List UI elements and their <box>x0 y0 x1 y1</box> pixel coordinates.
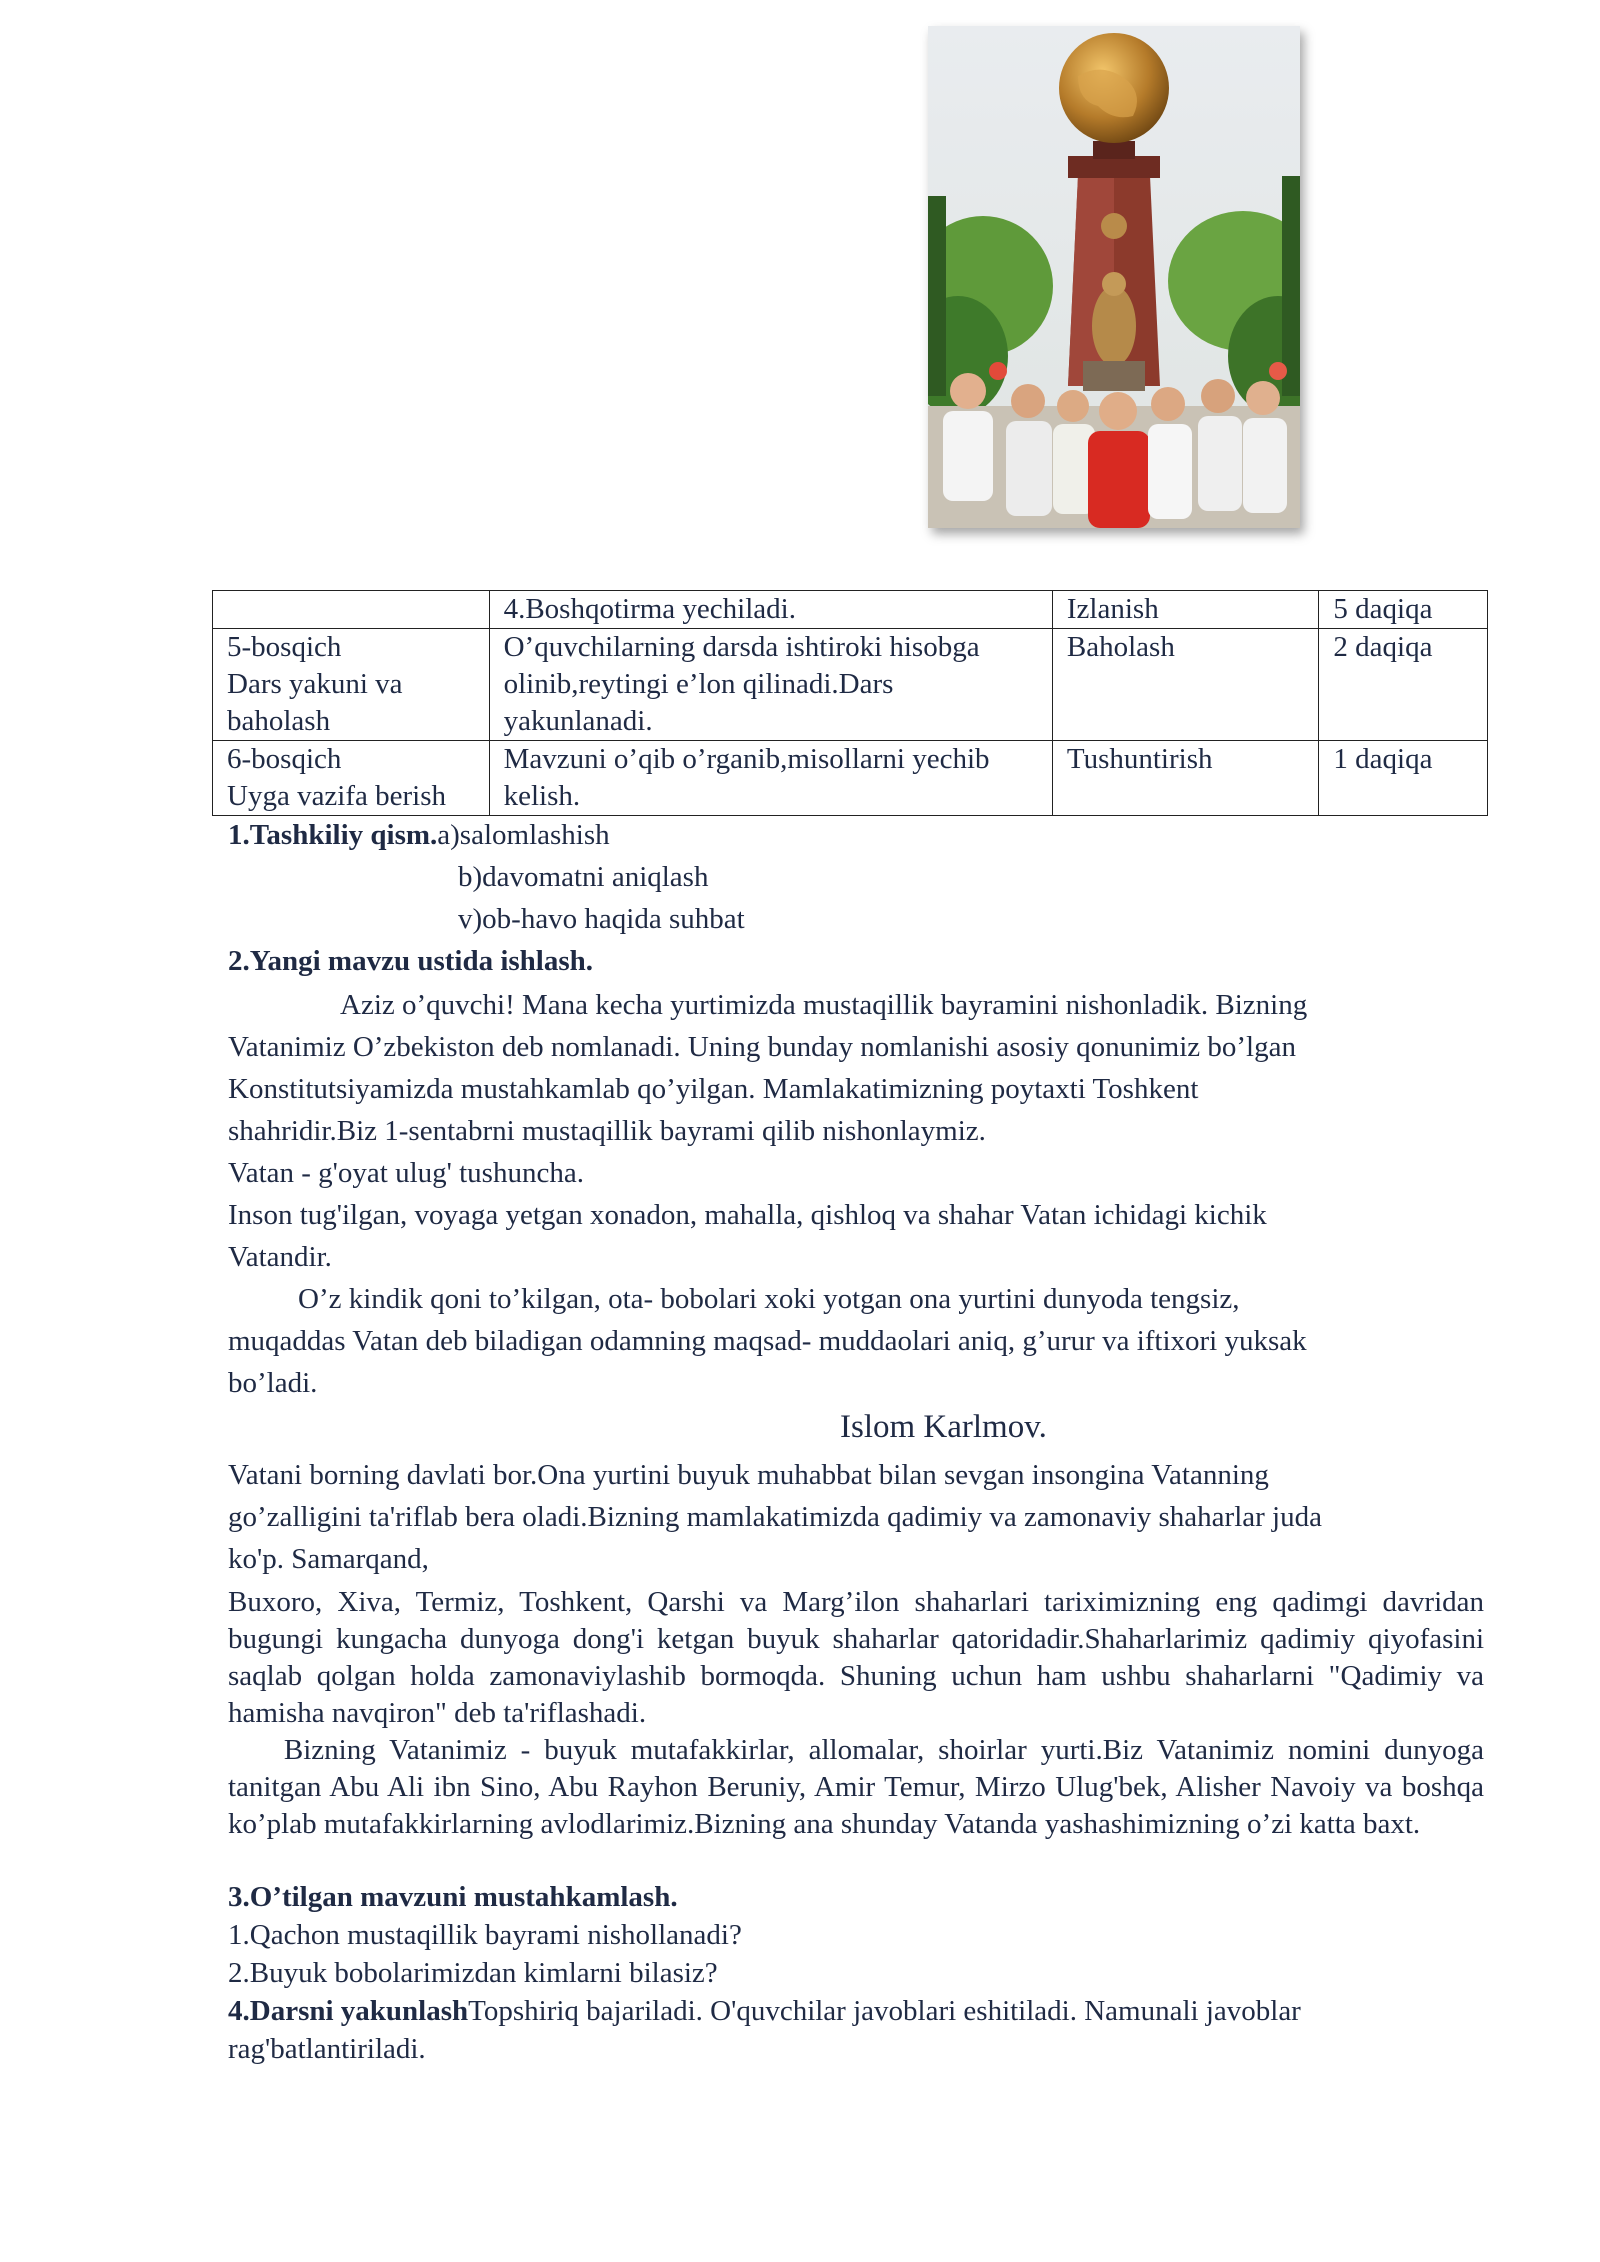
content-text: Mavzuni o’qib o’rganib,misollarni yechib <box>503 743 990 775</box>
time-cell: 2 daqiqa <box>1319 629 1488 741</box>
section-1-line <box>228 814 610 856</box>
time-cell: 5 daqiqa <box>1319 591 1488 629</box>
body-line: Vatan - g'oyat ulug' tushuncha. <box>228 1157 584 1189</box>
body-line: Vatani borning davlati bor.Ona yurtini buyuk muhabbat bilan sevgan insongina Vatanning <box>228 1459 1269 1491</box>
content-cell <box>489 741 1052 816</box>
body-line: Konstitutsiyamizda mustahkamlab qo’yilgan. Mamlakatimizning poytaxti Toshkent <box>228 1073 1199 1105</box>
content-cell <box>489 629 1052 741</box>
content-text: kelish. <box>503 780 581 812</box>
content-text: olinib,reytingi e’lon qilinadi.Dars <box>503 668 894 700</box>
table-row <box>213 591 1488 629</box>
quote-author: Islom Karlmov. <box>840 1409 1047 1445</box>
method-cell: Izlanish <box>1052 591 1319 629</box>
question-1: 1.Qachon mustaqillik bayrami nishollanadi? <box>228 1919 742 1951</box>
body-line: ko'p. Samarqand, <box>228 1543 429 1575</box>
weather-item: v)ob-havo haqida suhbat <box>458 903 745 935</box>
section-4-line <box>228 1990 1301 2032</box>
body-line: shahridir.Biz 1-sentabrni mustaqillik bayrami qilib nishonlaymiz. <box>228 1115 986 1147</box>
content-text: 4.Boshqotirma yechiladi. <box>503 593 796 625</box>
body-line: go’zalligini ta'riflab bera oladi.Bizning mamlakatimizda qadimiy va zamonaviy shaharlar juda <box>228 1501 1322 1533</box>
stage-text: Dars yakuni va <box>227 668 403 700</box>
method-cell: Tushuntirish <box>1052 741 1319 816</box>
stage-text: 5-bosqich <box>227 631 342 663</box>
stage-text: baholash <box>227 705 331 737</box>
section-4-text-cont: rag'batlantiriladi. <box>228 2033 426 2065</box>
content-text: O’quvchilarning darsda ishtiroki hisobga <box>503 631 980 663</box>
attendance-item: b)davomatni aniqlash <box>458 861 709 893</box>
lesson-plan-table <box>212 590 1488 816</box>
stage-cell <box>213 591 490 629</box>
body-line: bo’ladi. <box>228 1367 318 1399</box>
stage-text: Uyga vazifa berish <box>227 780 447 812</box>
body-line: Aziz o’quvchi! Mana kecha yurtimizda mustaqillik bayramini nishonladik. Bizning <box>340 989 1308 1021</box>
monument-photo <box>928 26 1300 528</box>
body-line: Vatandir. <box>228 1241 332 1273</box>
section-2-heading: 2.Yangi mavzu ustida ishlash. <box>228 945 594 977</box>
section-4-heading: 4.Darsni yakunlash <box>228 1995 469 2027</box>
time-cell: 1 daqiqa <box>1319 741 1488 816</box>
method-cell: Baholash <box>1052 629 1319 741</box>
section-4-text: Topshiriq bajariladi. O'quvchilar javoblari eshitiladi. Namunali javoblar <box>468 1995 1301 2027</box>
body-line: muqaddas Vatan deb biladigan odamning maqsad- muddaolari aniq, g’urur va iftixori yuksak <box>228 1325 1307 1357</box>
greeting-item: a)salomlashish <box>437 819 610 851</box>
question-2: 2.Buyuk bobolarimizdan kimlarni bilasiz? <box>228 1957 718 1989</box>
stage-cell <box>213 629 490 741</box>
independence-monument-photo-icon <box>928 26 1300 528</box>
table-row <box>213 629 1488 741</box>
table-row <box>213 741 1488 816</box>
section-1-heading: 1.Tashkiliy qism. <box>228 819 438 851</box>
body-paragraph: Bizning Vatanimiz - buyuk mutafakkirlar, allomalar, shoirlar yurti.Biz Vatanimiz nomini dunyoga tanitgan Abu Ali ibn Sino, Abu Rayhon Beruniy, Amir Temur, Mirzo Ulug'bek, Alisher Navoiy va boshqa ko’plab mutafakkirlarning avlodlarimiz.Bizning ana shunday Vatanda yashashimizning o’zi katta baxt. <box>228 1734 1492 1840</box>
body-line: Inson tug'ilgan, voyaga yetgan xonadon, mahalla, qishloq va shahar Vatan ichidagi kichik <box>228 1199 1267 1231</box>
stage-text: 6-bosqich <box>227 743 342 775</box>
stage-cell <box>213 741 490 816</box>
body-line: O’z kindik qoni to’kilgan, ota- bobolari xoki yotgan ona yurtini dunyoda tengsiz, <box>298 1283 1240 1315</box>
content-text: yakunlanadi. <box>503 705 653 737</box>
body-line: Vatanimiz O’zbekiston deb nomlanadi. Uning bunday nomlanishi asosiy qonunimiz bo’lgan <box>228 1031 1296 1063</box>
content-cell <box>489 591 1052 629</box>
body-paragraph: Buxoro, Xiva, Termiz, Toshkent, Qarshi va Marg’ilon shaharlari tariximizning eng qadimgi davridan bugungi kungacha dunyoga dong'i ketgan buyuk shaharlar qatoridadir.Shaharlarimiz qadimiy qiyofasini saqlab qolgan holda zamonaviylashib bormoqda. Shuning uchun ham ushbu shaharlarni "Qadimiy va hamisha navqiron" deb ta'riflashadi. <box>228 1586 1484 1729</box>
section-3-heading: 3.O’tilgan mavzuni mustahkamlash. <box>228 1881 678 1913</box>
